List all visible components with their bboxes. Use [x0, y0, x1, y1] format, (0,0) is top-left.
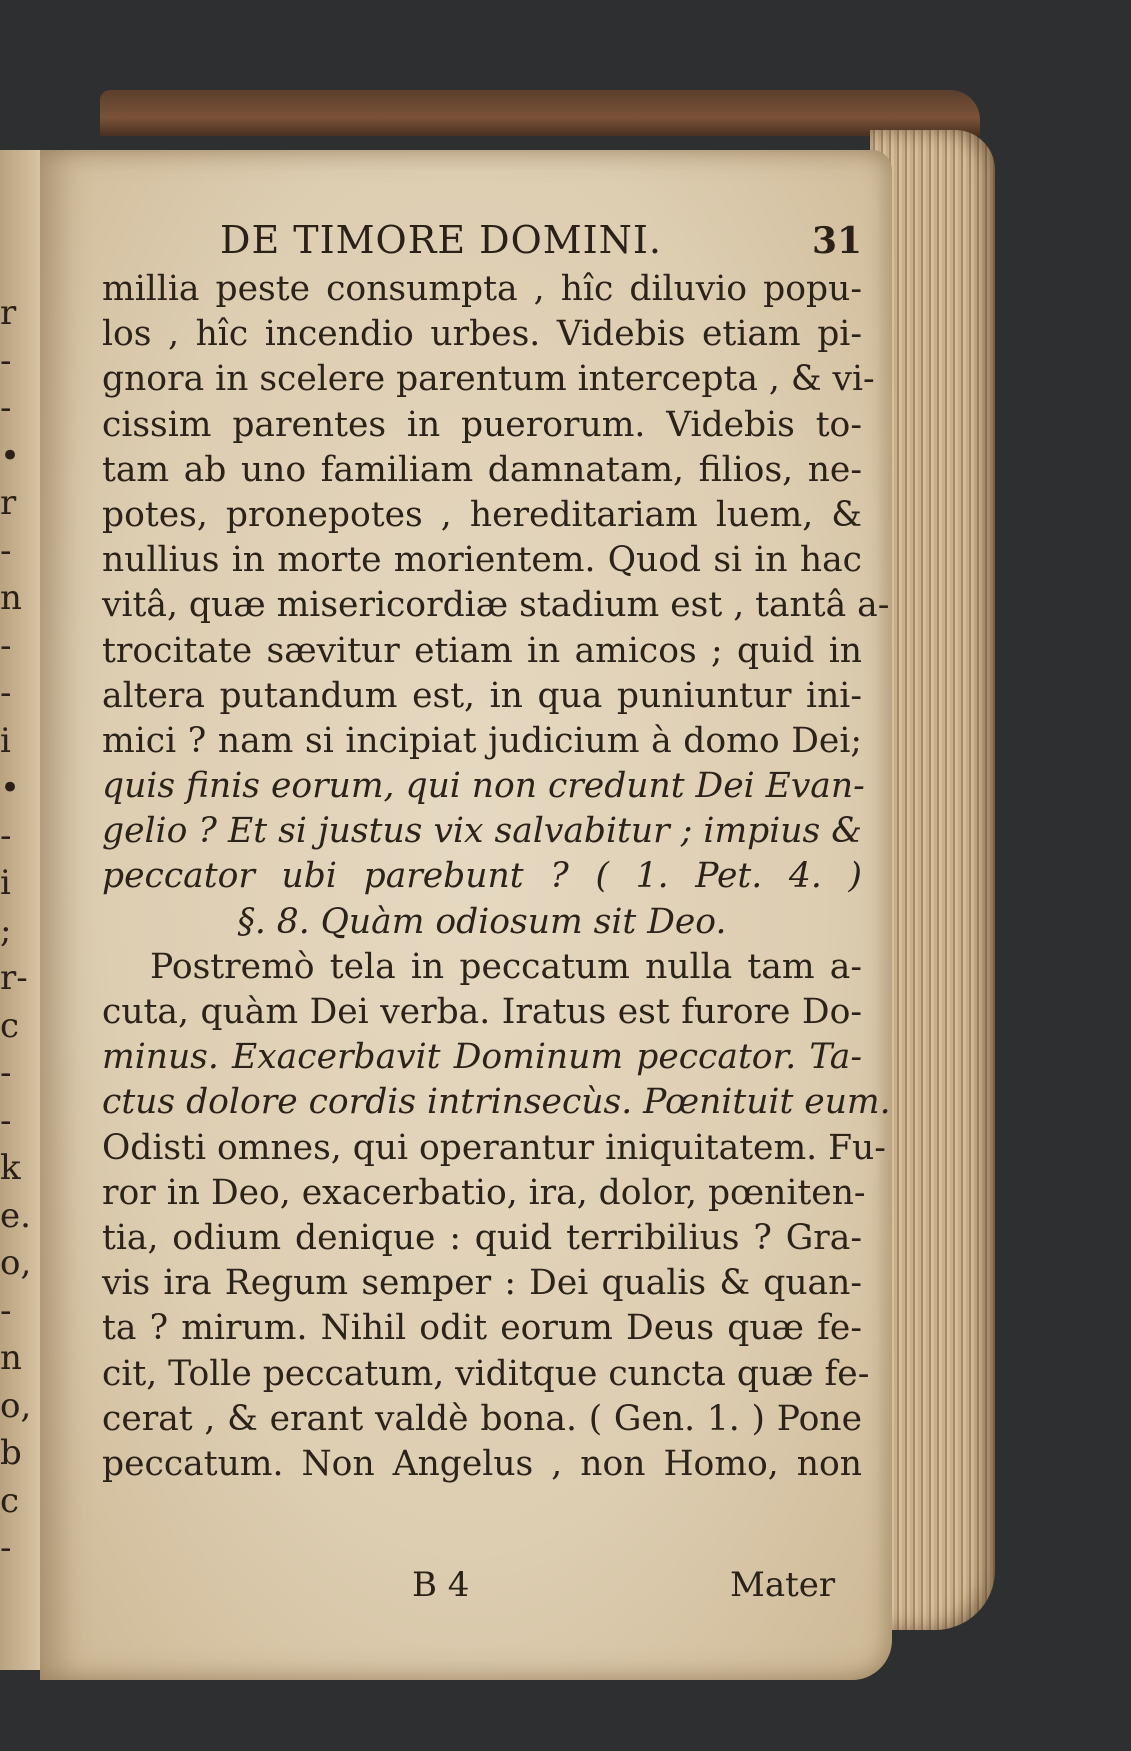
text-line: cuta, quàm Dei verba. Iratus est furore Do- [102, 992, 862, 1032]
text-line: peccatum. Non Angelus , non Homo, non [102, 1443, 862, 1484]
left-page-fragment: n [0, 578, 22, 618]
text-line: minus. Exacerbavit Dominum peccator. Ta- [102, 1037, 862, 1078]
text-line: millia peste consumpta , hîc diluvio popu- [102, 269, 862, 309]
text-line: gelio ? Et si justus vix salvabitur ; impius & [102, 811, 862, 852]
left-page-fragment: • [0, 435, 21, 476]
left-page-fragment: - [0, 340, 12, 381]
book [0, 90, 1000, 1690]
text-line: cit, Tolle peccatum, viditque cuncta quæ fe- [102, 1353, 870, 1394]
text-line: quis finis eorum, qui non credunt Dei Evan- [102, 766, 865, 807]
text-line: vitâ, quæ misericordiæ stadium est , tantâ a- [102, 585, 890, 626]
left-page-fragment: i [0, 863, 11, 903]
catchword: Mater [730, 1565, 836, 1605]
left-page-fragment: - [0, 1290, 12, 1331]
text-line: vis ira Regum semper : Dei qualis & quan- [102, 1263, 862, 1304]
left-page-fragment: k [0, 1148, 21, 1188]
left-page-fragments [0, 290, 32, 1573]
left-page-fragment: i [0, 720, 11, 761]
left-page-fragment: - [0, 815, 12, 856]
text-line: trocitate sævitur etiam in amicos ; quid in [102, 630, 862, 671]
book-spine [100, 90, 980, 136]
text-line: tam ab uno familiam damnatam, filios, ne- [102, 449, 862, 490]
left-page-fragment: e. [0, 1195, 31, 1236]
right-page [40, 150, 892, 1680]
text-line: tia, odium denique : quid terribilius ? Gra- [102, 1217, 862, 1258]
left-page-fragment: - [0, 673, 12, 713]
text-line: cissim parentes in puerorum. Videbis to- [102, 404, 862, 445]
left-page-fragment: c [0, 1005, 20, 1046]
text-line: mici ? nam si incipiat judicium à domo Dei; [102, 720, 862, 761]
left-page-fragment: - [0, 1100, 12, 1141]
left-page-fragment: o, [0, 1243, 32, 1283]
left-page-fragment: • [0, 768, 21, 808]
text-line: gnora in scelere parentum intercepta , & vi- [102, 359, 875, 400]
left-page-fragment: n [0, 1338, 22, 1378]
text-line: ctus dolore cordis intrinsecùs. Pœnituit eum. [102, 1082, 891, 1123]
left-page-fragment: - [0, 1528, 12, 1568]
text-line: altera putandum est, in qua puniuntur ini- [102, 675, 862, 716]
left-page-edge [0, 150, 40, 1670]
signature-mark: B 4 [412, 1565, 470, 1605]
left-page-fragment: b [0, 1433, 22, 1473]
text-line: nullius in morte morientem. Quod si in hac [102, 540, 862, 581]
left-page-fragment: ; [0, 910, 12, 951]
page-footer [40, 1565, 892, 1615]
left-page-fragment: c [0, 1480, 20, 1521]
left-page-fragment: - [0, 625, 12, 666]
text-line: peccator ubi parebunt ? ( 1. Pet. 4. ) [102, 856, 862, 897]
left-page-fragment: - [0, 530, 12, 571]
left-page-fragment: - [0, 388, 12, 428]
text-line: los , hîc incendio urbes. Videbis etiam pi- [102, 314, 862, 355]
left-page-fragment: o, [0, 1385, 32, 1426]
left-page-fragment: r [0, 293, 17, 333]
text-line: Odisti omnes, qui operantur iniquitatem. Fu- [102, 1127, 886, 1168]
running-head-title: DE TIMORE DOMINI. [220, 218, 663, 262]
text-line: ror in Deo, exacerbatio, ira, dolor, pœniten- [102, 1172, 866, 1213]
left-page-fragment: - [0, 1053, 12, 1093]
section-heading: §. 8. Quàm odiosum sit Deo. [237, 901, 727, 942]
left-page-fragment: r [0, 483, 17, 523]
text-line: cerat , & erant valdè bona. ( Gen. 1. ) Pone [102, 1398, 862, 1439]
text-block [102, 267, 891, 1487]
text-line: ta ? mirum. Nihil odit eorum Deus quæ fe- [102, 1308, 862, 1349]
text-line: Postremò tela in peccatum nulla tam a- [150, 946, 862, 987]
page-number: 31 [812, 220, 863, 262]
text-line: potes, pronepotes , hereditariam luem, & [102, 494, 862, 535]
left-page-fragment: r- [0, 958, 28, 998]
